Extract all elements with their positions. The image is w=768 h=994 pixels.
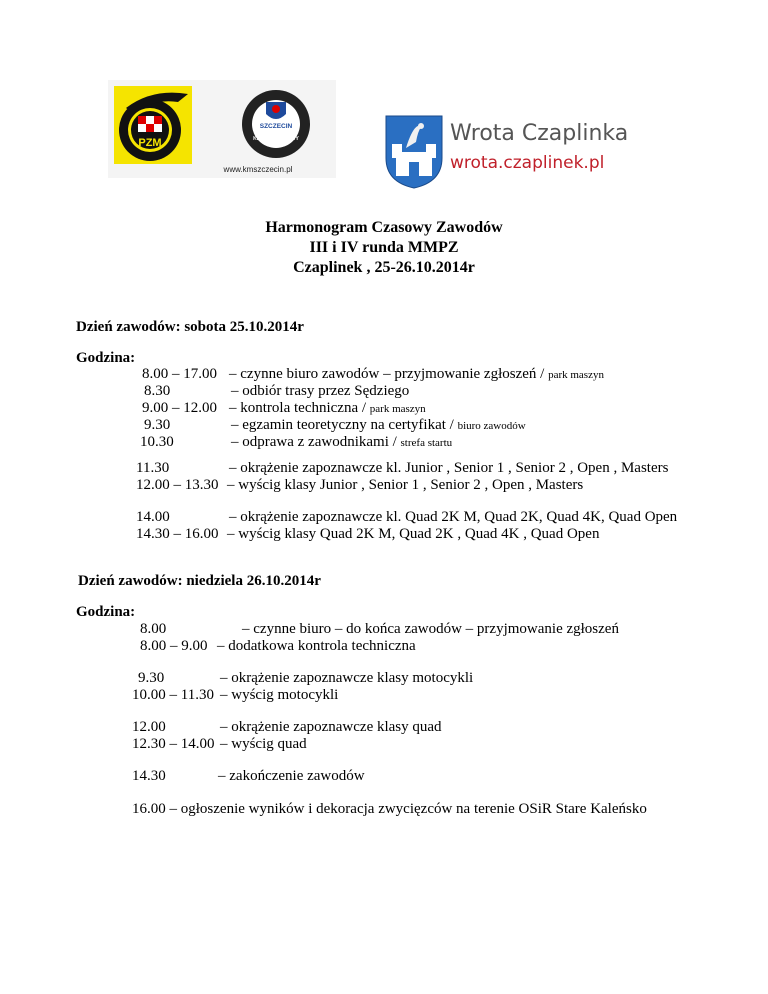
wrota-czaplinka-logo <box>384 112 700 190</box>
day2-event: – dodatkowa kontrola techniczna <box>217 638 416 654</box>
day1-time: 8.00 – 17.00 <box>142 366 217 382</box>
svg-text:wrota.czaplinek.pl: wrota.czaplinek.pl <box>450 153 605 173</box>
svg-text:KLUB MOTOROWY: KLUB MOTOROWY <box>253 136 299 142</box>
day1-time: 10.30 <box>140 434 174 450</box>
day1-time: 9.30 <box>144 417 171 433</box>
day2-event: – okrążenie zapoznawcze klasy quad <box>220 719 442 735</box>
day2-event: – okrążenie zapoznawcze klasy motocykli <box>220 670 474 686</box>
day1-event: – okrążenie zapoznawcze kl. Quad 2K M, Quad 2K, Quad 4K, Quad Open <box>229 509 678 525</box>
day2-time: 8.00 <box>140 621 167 637</box>
day1-event: – czynne biuro zawodów – przyjmowanie zgłoszeń / park maszyn <box>229 366 604 382</box>
day1-event: – okrążenie zapoznawcze kl. Junior , Senior 1 , Senior 2 , Open , Masters <box>229 460 669 476</box>
day2-event: – czynne biuro – do końca zawodów – przyjmowanie zgłoszeń <box>242 621 619 637</box>
day1-time: 14.00 <box>136 509 170 525</box>
day1-heading: Dzień zawodów: sobota 25.10.2014r <box>76 319 304 335</box>
day2-time: 10.00 – 11.30 <box>132 687 214 703</box>
day2-final-line: 16.00 – ogłoszenie wyników i dekoracja zwycięzców na terenie OSiR Stare Kaleńsko <box>132 801 647 817</box>
day1-event: – odprawa z zawodnikami / strefa startu <box>231 434 453 450</box>
day1-time: 12.00 – 13.30 <box>136 477 219 493</box>
day1-event: – egzamin teoretyczny na certyfikat / biuro zawodów <box>231 417 526 433</box>
pzm-logo-icon <box>108 80 336 178</box>
day2-event: – zakończenie zawodów <box>218 768 365 784</box>
day1-godzina-label: Godzina: <box>76 350 136 366</box>
day2-heading: Dzień zawodów: niedziela 26.10.2014r <box>78 573 321 589</box>
svg-text:Wrota Czaplinka: Wrota Czaplinka <box>450 121 629 146</box>
day2-event: – wyścig motocykli <box>220 687 339 703</box>
day2-godzina-label: Godzina: <box>76 604 136 620</box>
day1-time: 9.00 – 12.00 <box>142 400 217 416</box>
svg-text:PZM: PZM <box>138 137 162 149</box>
day1-event: – wyścig klasy Junior , Senior 1 , Senior 2 , Open , Masters <box>227 477 584 493</box>
title-line-1: Harmonogram Czasowy Zawodów <box>265 219 503 236</box>
day1-time: 14.30 – 16.00 <box>136 526 219 542</box>
day2-time: 12.30 – 14.00 <box>132 736 215 752</box>
svg-text:SZCZECIN: SZCZECIN <box>259 123 293 130</box>
day2-time: 12.00 <box>132 719 166 735</box>
svg-text:www.kmszczecin.pl: www.kmszczecin.pl <box>223 165 293 174</box>
day1-time: 8.30 <box>144 383 171 399</box>
czaplinek-crest-icon <box>384 112 700 190</box>
title-line-3: Czaplinek , 25-26.10.2014r <box>293 259 475 276</box>
day1-event: – kontrola techniczna / park maszyn <box>229 400 426 416</box>
title-line-2: III i IV runda MMPZ <box>309 239 459 256</box>
pzm-club-logos <box>108 80 336 178</box>
day1-event: – odbiór trasy przez Sędziego <box>231 383 410 399</box>
day1-time: 11.30 <box>136 460 170 476</box>
day2-time: 9.30 <box>138 670 165 686</box>
day2-time: 14.30 <box>132 768 166 784</box>
day2-time: 8.00 – 9.00 <box>140 638 208 654</box>
day2-event: – wyścig quad <box>220 736 307 752</box>
day1-event: – wyścig klasy Quad 2K M, Quad 2K , Quad 4K , Quad Open <box>227 526 600 542</box>
